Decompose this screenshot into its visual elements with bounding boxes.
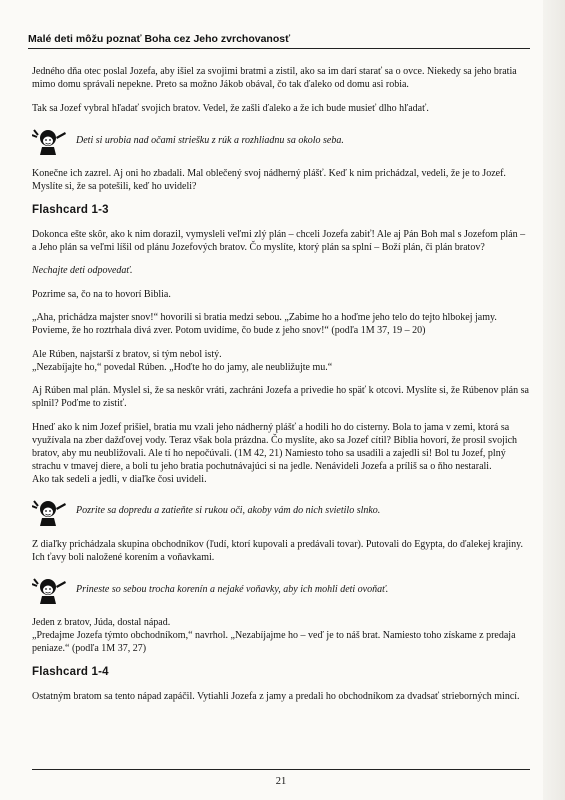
page-edge-shadow [543, 0, 565, 800]
paragraph [32, 616, 530, 655]
activity-tip [32, 496, 530, 526]
instruction-text: Nechajte deti odpovedať. [32, 265, 133, 276]
paragraph: „Aha, prichádza majster snov!“ hovorili si bratia medzi sebou. „Zabime ho a hoďme jeho telo do tejto hlbokej jamy. Povieme, že ho roztrhala divá zver. Potom uvidíme, čo bude z jeho snov!“ (podľa 1M 37, 19 – 20) [32, 312, 497, 336]
paragraph: Konečne ich zazrel. Aj oni ho zbadali. Mal oblečený svoj nádherný plášť. Keď k nim prichádzal, vedeli, že je to Jozef. Myslíte si, že sa potešili, keď ho uvideli? [32, 168, 506, 192]
paragraph-text: Hneď ako k nim Jozef prišiel, bratia mu vzali jeho nádherný plášť a hodili ho do cisterny. Bola to jama v zemi, ktorá sa využívala na zber dažďovej vody. Teraz však bola prázdna. Čo myslíte, ako sa Jozef cítil? Biblia hovorí, že prosil svojich bratov, aby mu neubližovali. Ale tí ho nepočúvali. (1M 42, 21) Namiesto toho sa usadili a zajedli si! Bol tu Jozef, plný strachu v tmavej diere, a boli tu jeho bratia pochutnávajúci si na jedle. Nenávideli Jozefa a príliš sa o ňho nestarali. [32, 421, 518, 472]
paragraph: Z diaľky prichádzala skupina obchodníkov (ľudí, ktorí kupovali a predávali tovar). Putovali do Egypta, do ďalekej krajiny. Ich ťavy boli naložené korením a voňavkami. [32, 538, 524, 563]
paragraph [32, 421, 530, 486]
tip-text: Prineste so sebou trocha korenín a nejaké voňavky, aby ich mohli deti ovoňať. [76, 583, 389, 595]
activity-tip [32, 574, 530, 604]
paragraph: Jedného dňa otec poslal Jozefa, aby išiel za svojimi bratmi a zistil, ako sa im darí starať sa o ovce. Niekedy sa jeho bratia mimo domu správali nepekne. Preto sa možno Jákob obával, čo tak ďaleko od domu asi robia. [32, 66, 517, 90]
paragraph: Aj Rúben mal plán. Myslel si, že sa neskôr vráti, zachráni Jozefa a privedie ho späť k otcovi. Myslíte si, že Rúbenov plán sa splnil? Poďme to zistiť. [32, 385, 529, 409]
paragraph-line: Ako tak sedeli a jedli, v diaľke čosi uvideli. [32, 473, 207, 485]
pointing-teacher-icon [32, 496, 68, 526]
paragraph: Dokonca ešte skôr, ako k nim dorazil, vymysleli veľmi zlý plán – chceli Jozefa zabiť! Ale aj Pán Boh mal s Jozefom plán – a Jeho plán sa veľmi líšil od plánu Jozefových bratov. Čo myslíte, ktorý plán sa splní – Boží plán, či plán bratov? [32, 228, 526, 253]
paragraph-text: „Predajme Jozefa týmto obchodníkom,“ navrhol. „Nezabíjajme ho – veď je to náš brat. Namiesto toho získame z predaja peniaze.“ (podľa 1M 37, 27) [32, 630, 516, 654]
pointing-teacher-icon [32, 125, 68, 155]
flashcard-heading: Flashcard 1-3 [32, 203, 109, 216]
tip-text: Deti si urobia nad očami striešku z rúk a rozhliadnu sa okolo seba. [76, 134, 344, 146]
paragraph [32, 348, 530, 374]
page-header: Malé deti môžu poznať Boha cez Jeho zvrchovanosť [28, 33, 530, 49]
paragraph: Ostatným bratom sa tento nápad zapáčil. Vytiahli Jozefa z jamy a predali ho obchodníkom za dvadsať strieborných mincí. [32, 690, 520, 702]
page-number: 21 [32, 769, 530, 787]
activity-tip [32, 125, 530, 155]
flashcard-heading: Flashcard 1-4 [32, 665, 109, 678]
paragraph: Tak sa Jozef vybral hľadať svojich bratov. Vedel, že zašli ďaleko a že ich bude musieť dlho hľadať. [32, 102, 429, 114]
pointing-teacher-icon [32, 574, 68, 604]
paragraph-line: „Nezabíjajte ho,“ povedal Rúben. „Hoďte ho do jamy, ale neubližujte mu.“ [32, 361, 333, 373]
paragraph: Pozrime sa, čo na to hovorí Biblia. [32, 288, 171, 300]
tip-text: Pozrite sa dopredu a zatieňte si rukou oči, akoby vám do nich svietilo slnko. [76, 505, 381, 516]
paragraph-line: Jeden z bratov, Júda, dostal nápad. [32, 617, 171, 628]
paragraph-line: Ale Rúben, najstarší z bratov, si tým nebol istý. [32, 348, 222, 360]
page-body [32, 65, 530, 713]
